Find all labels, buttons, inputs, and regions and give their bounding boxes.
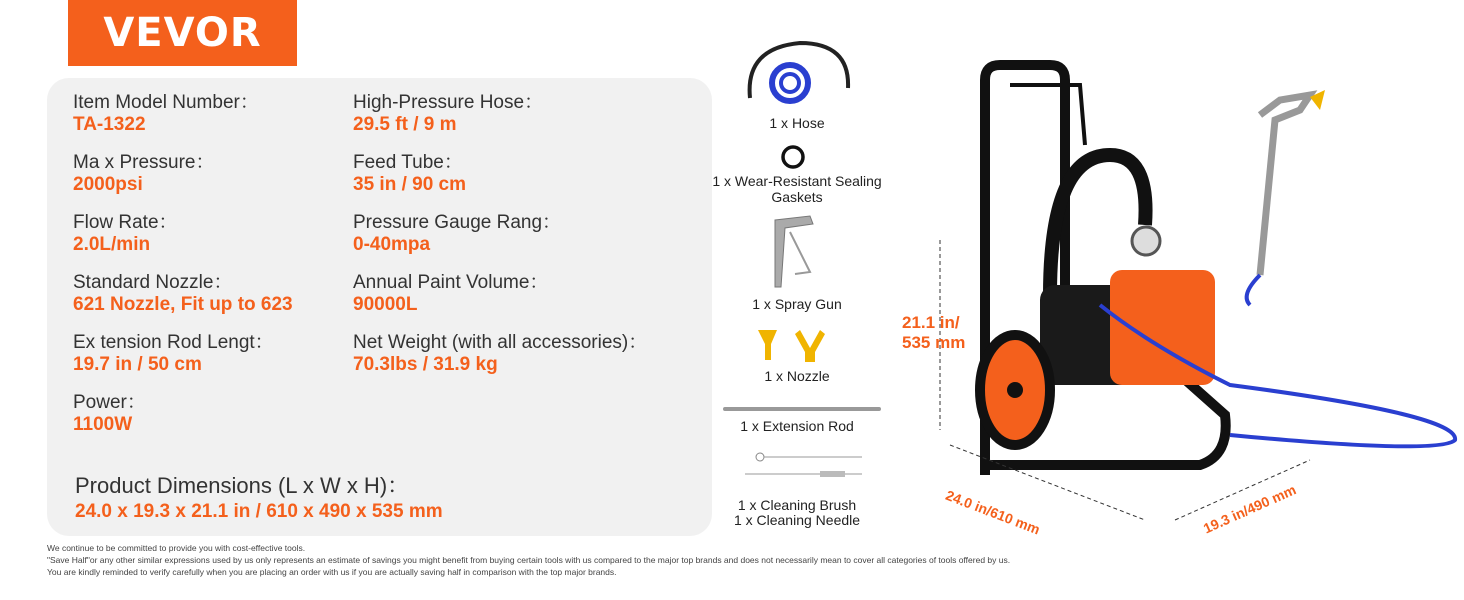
spec-value: 35 in / 90 cm [353, 174, 467, 195]
spec-label: High-Pressure Hose： [353, 92, 544, 113]
spec-value: 70.3lbs / 31.9 kg [353, 354, 498, 375]
cleaning-brush-icon [740, 448, 865, 483]
spec-label: Ma x Pressure： [73, 152, 215, 173]
accessory-label: 1 x Wear-Resistant Sealing Gaskets [712, 173, 882, 205]
spec-label: Item Model Number： [73, 92, 259, 113]
nozzle-icon [755, 326, 835, 366]
disclaimer-line: You are kindly reminded to verify carefully when you are placing an order with us if you are actually saving half in comparison with the top major brands. [47, 567, 617, 577]
spec-value: 0-40mpa [353, 234, 431, 255]
hose-icon [740, 38, 860, 110]
spec-hose [353, 92, 543, 136]
spray-gun-icon [765, 212, 825, 292]
disclaimer-line: We continue to be committed to provide you with cost-effective tools. [47, 543, 306, 553]
spec-value: TA-1322 [73, 114, 146, 135]
spec-gauge [353, 212, 561, 256]
paint-sprayer-image [900, 55, 1460, 535]
spec-label: Annual Paint Volume： [353, 272, 549, 293]
spec-value: 29.5 ft / 9 m [353, 114, 457, 135]
spec-rod [73, 332, 274, 376]
disclaimer [47, 542, 1010, 578]
product-dimensions [75, 473, 443, 525]
width-measurement: 19.3 in/490 mm [1200, 481, 1299, 537]
spec-label: Power： [73, 392, 146, 413]
disclaimer-line: "Save Half"or any other similar expressions used by us only represents an estimate of savings you might benefit from buying certain tools with us compared to the major top brands and does not necessarily mean to cover all categories of tools offered by us. [47, 555, 1011, 565]
accessory-cleaning-brush: 1 x Cleaning Brush [737, 497, 857, 513]
spec-label: Net Weight (with all accessories)： [353, 332, 648, 353]
dimensions-label: Product Dimensions (L x W x H)： [75, 473, 410, 498]
height-measurement: 21.1 in/ 535 mm [902, 313, 966, 352]
gasket-icon [780, 144, 806, 170]
spec-power [73, 392, 146, 436]
spec-value: 2.0L/min [73, 234, 151, 255]
accessory-hose: 1 x Hose [769, 115, 825, 131]
spec-weight [353, 332, 647, 376]
accessory-gasket [707, 173, 887, 205]
spec-value: 2000psi [73, 174, 143, 195]
accessory-extension-rod: 1 x Extension Rod [740, 418, 854, 434]
spec-value: 19.7 in / 50 cm [73, 354, 202, 375]
spec-label: Standard Nozzle： [73, 272, 233, 293]
spec-pressure [73, 152, 214, 196]
spec-model [73, 92, 259, 136]
accessory-spray-gun: 1 x Spray Gun [752, 296, 842, 312]
extension-rod-icon [723, 407, 881, 411]
vevor-logo: VEVOR [68, 0, 297, 66]
spec-label: Ex tension Rod Lengt： [73, 332, 274, 353]
spec-label: Feed Tube： [353, 152, 463, 173]
spec-value: 621 Nozzle, Fit up to 623 [73, 294, 293, 315]
spec-value: 1100W [73, 414, 133, 435]
spec-nozzle [73, 272, 293, 316]
spec-label: Flow Rate： [73, 212, 178, 233]
accessory-cleaning-needle: 1 x Cleaning Needle [733, 512, 861, 528]
length-measurement: 24.0 in/610 mm [943, 486, 1043, 538]
spec-label: Pressure Gauge Rang： [353, 212, 562, 233]
spec-feed-tube [353, 152, 466, 196]
spec-value: 90000L [353, 294, 418, 315]
dimensions-value: 24.0 x 19.3 x 21.1 in / 610 x 490 x 535 mm [75, 501, 443, 522]
accessory-nozzle: 1 x Nozzle [764, 368, 830, 384]
spec-flow [73, 212, 178, 256]
spec-paint-volume [353, 272, 548, 316]
